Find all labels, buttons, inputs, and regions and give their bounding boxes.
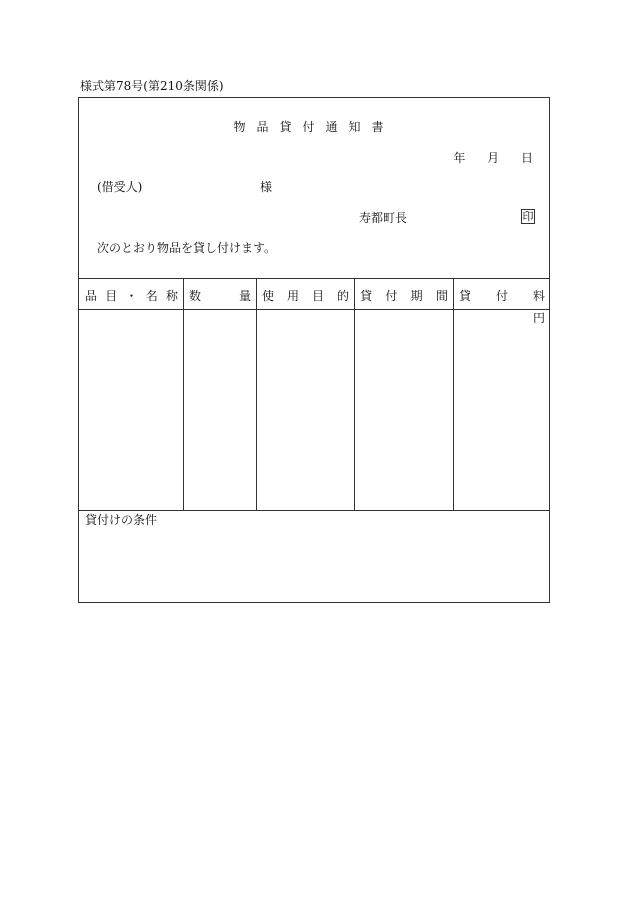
header-lending-period: 貸 付 期 間: [360, 289, 448, 303]
header-item-name: 品 目 ・ 名 称: [85, 289, 178, 303]
date-line: 年 月 日: [453, 151, 533, 165]
column-divider: [183, 278, 184, 510]
header-top-rule: [79, 278, 549, 279]
column-divider: [453, 278, 454, 510]
borrower-label: (借受人): [97, 180, 143, 194]
seal-mark: 印: [522, 210, 534, 223]
notice-text: 次のとおり物品を貸し付けます。: [97, 241, 277, 255]
header-lending-fee: 貸 付 料: [459, 289, 545, 303]
header-purpose: 使 用 目 的: [262, 289, 349, 303]
column-divider: [354, 278, 355, 510]
issuer-name: 寿都町長: [359, 211, 408, 225]
header-bottom-rule: [79, 309, 549, 310]
notice-form: [78, 97, 550, 603]
form-number-label: 様式第78号(第210条関係): [80, 79, 224, 93]
conditions-top-rule: [79, 510, 549, 511]
header-quantity: 数 量: [189, 289, 251, 303]
honorific-label: 様: [260, 180, 273, 194]
document-title: 物品貸付通知書: [233, 120, 395, 134]
column-divider: [256, 278, 257, 510]
fee-unit-label: 円: [532, 311, 545, 325]
conditions-label: 貸付けの条件: [85, 513, 158, 527]
